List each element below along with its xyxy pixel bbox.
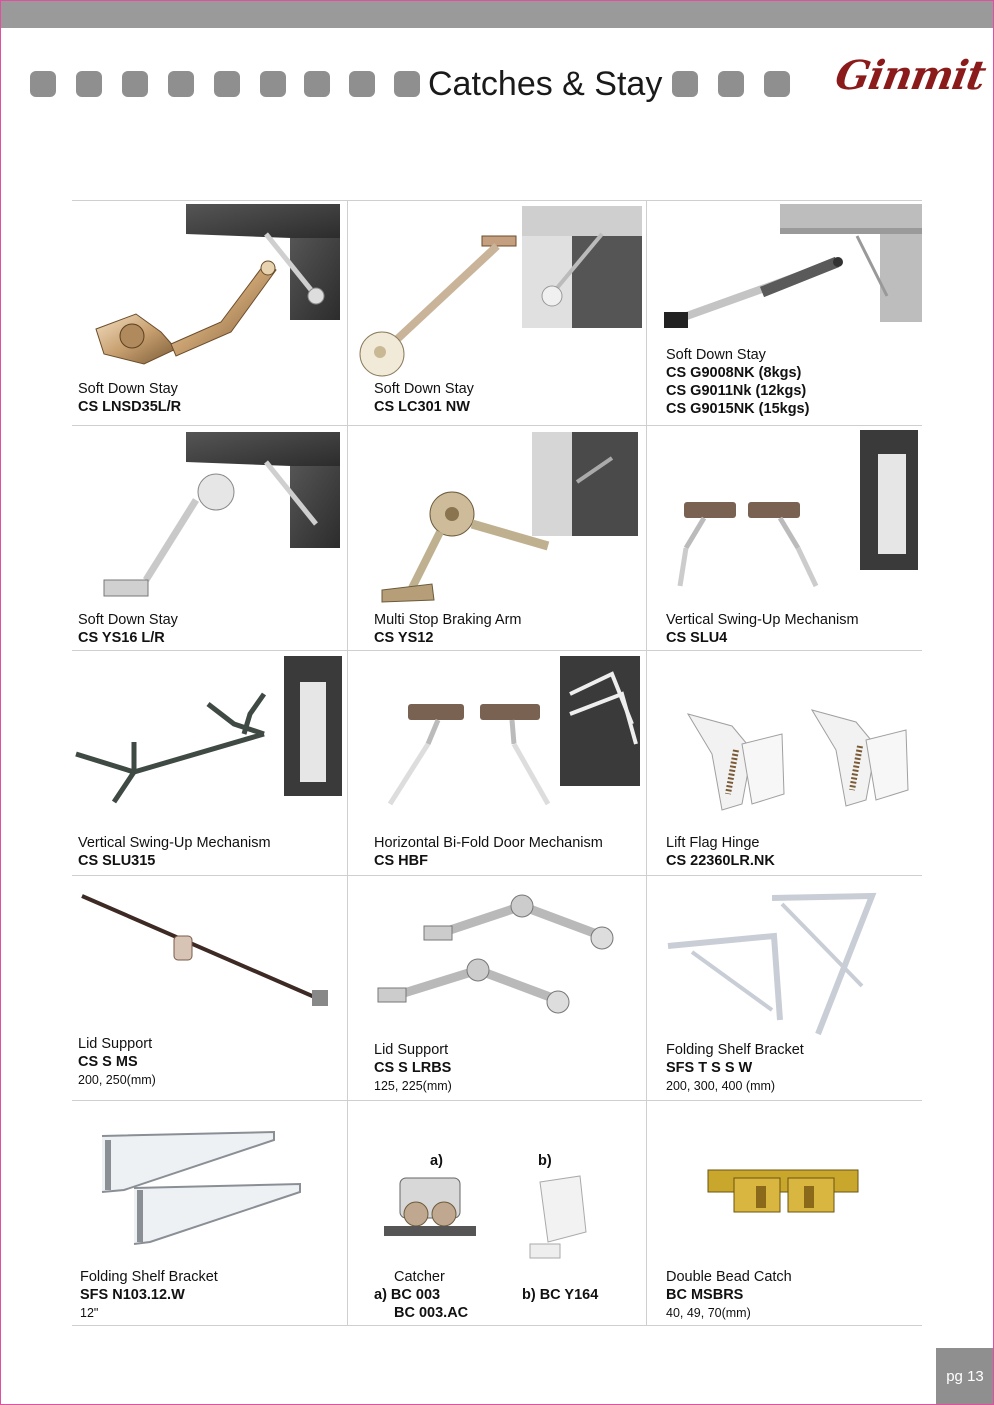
vertical-swing-up-image	[74, 654, 346, 834]
lid-support-image	[362, 890, 632, 1026]
page-number: pg 13	[936, 1348, 994, 1405]
deco-square	[168, 71, 194, 97]
deco-square	[30, 71, 56, 97]
deco-square	[76, 71, 102, 97]
product-label: Lift Flag Hinge CS 22360LR.NK	[666, 835, 775, 869]
deco-square	[394, 71, 420, 97]
soft-down-stay-image	[352, 204, 644, 394]
grid-line	[72, 200, 922, 201]
product-label: Multi Stop Braking Arm CS YS12	[374, 612, 522, 646]
grid-line	[347, 200, 348, 1326]
deco-square	[672, 71, 698, 97]
catcher-a-image	[380, 1172, 490, 1244]
product-label: Vertical Swing-Up Mechanism CS SLU315	[78, 835, 271, 869]
grid-line	[72, 650, 922, 651]
product-label: Folding Shelf Bracket SFS N103.12.W 12"	[80, 1269, 218, 1320]
product-label: Vertical Swing-Up Mechanism CS SLU4	[666, 612, 859, 646]
deco-square	[718, 71, 744, 97]
multi-stop-braking-arm-image	[352, 428, 644, 612]
page-title: Catches & Stay	[428, 65, 663, 103]
deco-square	[349, 71, 375, 97]
soft-down-stay-image	[76, 430, 344, 610]
catcher-b-marker: b)	[538, 1153, 552, 1169]
deco-square	[304, 71, 330, 97]
product-label: Catcher a) BC 003 BC 003.AC	[374, 1269, 469, 1321]
product-label: Soft Down Stay CS LNSD35L/R	[78, 381, 182, 415]
lift-flag-hinge-image	[672, 694, 922, 824]
deco-square	[122, 71, 148, 97]
soft-down-stay-image	[76, 204, 344, 396]
folding-shelf-bracket-image	[662, 890, 920, 1040]
product-label: Horizontal Bi-Fold Door Mechanism CS HBF	[374, 835, 603, 869]
catcher-b-label: b) BC Y164	[522, 1287, 599, 1303]
deco-square	[214, 71, 240, 97]
vertical-swing-up-image	[652, 428, 922, 600]
deco-square	[764, 71, 790, 97]
grid-line	[72, 875, 922, 876]
product-label: Soft Down Stay CS YS16 L/R	[78, 612, 178, 646]
bi-fold-mechanism-image	[352, 654, 644, 830]
double-bead-catch-image	[700, 1156, 864, 1222]
product-label: Soft Down Stay CS G9008NK (8kgs) CS G9011Nk (12kgs) CS G9015NK (15kgs)	[666, 347, 810, 417]
product-label: Double Bead Catch BC MSBRS 40, 49, 70(mm)	[666, 1269, 792, 1320]
brand-logo: Ginmit	[831, 52, 989, 99]
soft-down-stay-image	[652, 204, 922, 344]
grid-line	[72, 1325, 922, 1326]
lid-support-image	[76, 890, 338, 1020]
product-label: Soft Down Stay CS LC301 NW	[374, 381, 474, 415]
product-grid	[72, 200, 922, 1326]
product-label: Lid Support CS S LRBS 125, 225(mm)	[374, 1042, 452, 1093]
grid-line	[72, 1100, 922, 1101]
folding-shelf-bracket-image	[94, 1128, 304, 1252]
catcher-a-marker: a)	[430, 1153, 443, 1169]
deco-square	[260, 71, 286, 97]
product-label: Lid Support CS S MS 200, 250(mm)	[78, 1036, 156, 1087]
grid-line	[72, 425, 922, 426]
product-label: Folding Shelf Bracket SFS T S S W 200, 300, 400 (mm)	[666, 1042, 804, 1093]
catcher-b-image	[520, 1172, 600, 1262]
grid-line	[646, 200, 647, 1326]
top-bar	[0, 0, 994, 28]
